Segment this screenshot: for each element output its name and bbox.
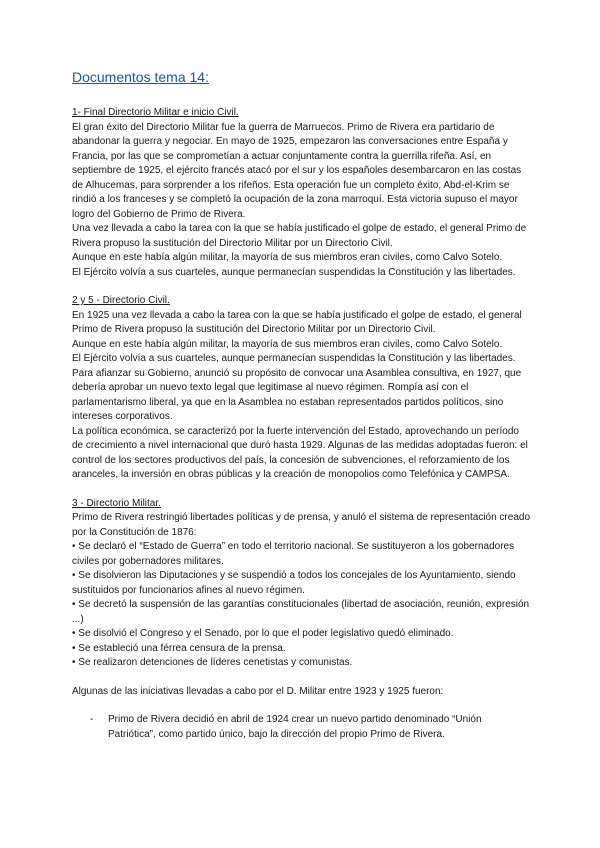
paragraph: En 1925 una vez llevada a cabo la tarea con la que se había justificado el golpe de estado, el general Primo de Rivera propuso la sustitución del Directorio Militar por un Directorio Civil. <box>72 309 522 335</box>
bullet-item: • Se disolvieron las Diputaciones y se suspendió a todos los concejales de los Ayuntamiento, siendo sustituidos por funcionarios afines al nuevo régimen. <box>72 570 516 596</box>
bullet-item: • Se estableció una férrea censura de la prensa. <box>72 642 286 654</box>
section-final-directorio-militar <box>72 106 532 280</box>
bullet-item: • Se declaró el “Estado de Guerra” en todo el territorio nacional. Se sustituyeron a los gobernadores civiles por gobernadores militares. <box>72 541 515 567</box>
section-directorio-militar <box>72 497 532 671</box>
section-directorio-civil <box>72 294 532 483</box>
document-page <box>72 68 532 756</box>
paragraph: Una vez llevada a cabo la tarea con la que se había justificado el golpe de estado, el general Primo de Rivera propuso la sustitución del Directorio Militar por un Directorio Civil. <box>72 223 527 249</box>
paragraph: El Ejército volvía a sus cuarteles, aunque permanecían suspendidas la Constitución y las libertades. <box>72 266 516 278</box>
section-heading: 1- Final Directorio Militar e inicio Civil. <box>72 107 239 118</box>
list-item <box>72 713 532 742</box>
paragraph: El Ejército volvía a sus cuarteles, aunque permanecían suspendidas la Constitución y las libertades. <box>72 353 516 364</box>
dash-marker: - <box>90 714 94 725</box>
paragraph: Aunque en este había algún militar, la mayoría de sus miembros eran civiles, como Calvo Sotelo. <box>72 252 503 263</box>
closing-intro: Algunas de las iniciativas llevadas a cabo por el D. Militar entre 1923 y 1925 fueron: <box>72 685 444 697</box>
bullet-item: • Se realizaron detenciones de líderes cenetistas y comunistas. <box>72 657 353 668</box>
paragraph: El gran éxito del Directorio Militar fue la guerra de Marruecos. Primo de Rivera era partidario de abandonar la guerra y negociar. En mayo de 1925, empezaron las conversaciones entre España y Francia, por las que se comprometían a actuar conjuntamente contra la guerrilla rifeña. Así, en septiembre de 1925, el ejército francés atacó por el sur y los españoles desembarcaron en las costas de Alhucemas, para sorprender a los rifeños. Esta operación fue un completo éxito, Abd-el-Krim se rindió a los franceses y se completó la ocupación de la zona marroquí. Esta victoria supuso el mayor logro del Gobierno de Primo de Rivera. <box>72 121 522 220</box>
paragraph: Primo de Rivera restringió libertades políticas y de prensa, y anuló el sistema de representación creado por la Constitución de 1876: <box>72 512 531 538</box>
bullet-item: • Se decretó la suspensión de las garantías constitucionales (libertad de asociación, reunión, expresión ...) <box>72 599 530 625</box>
document-title: Documentos tema 14: <box>72 69 209 85</box>
paragraph: Aunque en este había algún militar, la mayoría de sus miembros eran civiles, como Calvo Sotelo. <box>72 338 503 350</box>
closing-section <box>72 685 532 743</box>
section-heading: 3 - Directorio Militar. <box>72 497 161 509</box>
initiatives-list <box>72 713 532 742</box>
paragraph: Para afianzar su Gobierno, anunció su propósito de convocar una Asamblea consultiva, en 1927, que debería aprobar un nuevo texto legal que legitimase al nuevo régimen. Rompía así con el parlamentarismo liberal, ya que en la Asamblea no estaban representados partidos políticos, sino intereses corporativos. <box>72 367 522 422</box>
list-item-text: Primo de Rivera decidió en abril de 1924 crear un nuevo partido denominado “Unión Patriótica”, como partido único, bajo la dirección del propio Primo de Rivera. <box>108 714 482 740</box>
bullet-item: • Se disolvió el Congreso y el Senado, por lo que el poder legislativo quedó eliminado. <box>72 628 454 639</box>
section-heading: 2 y 5 - Directorio Civil. <box>72 295 170 306</box>
paragraph: La política económica, se caracterizó por la fuerte intervención del Estado, aprovechando un período de crecimiento a nivel internacional que duró hasta 1929. Algunas de las medidas adoptadas fueron: el control de los sectores productivos del país, la concesión de subvenciones, el reforzamiento de los aranceles, la inversión en obras públicas y la creación de monopolios como Telefónica y CAMPSA. <box>72 425 528 480</box>
